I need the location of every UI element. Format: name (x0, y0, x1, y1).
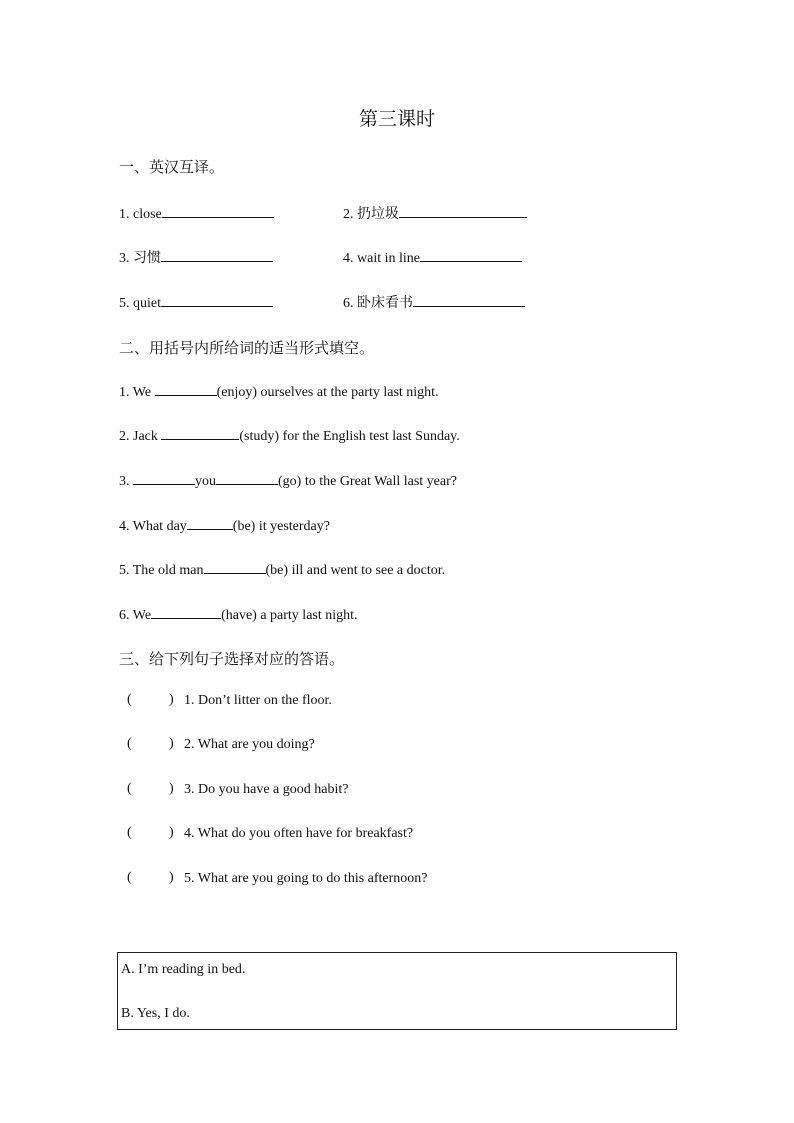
translation-item-4 (343, 247, 522, 267)
translation-item-2 (343, 203, 527, 223)
fill-item-4 (119, 515, 330, 535)
answer-paren-open: ( (127, 825, 132, 840)
item-text-before: 2. Jack (119, 429, 162, 444)
answer-paren-close: ) (169, 825, 174, 840)
item-number: 2. (343, 207, 354, 222)
item-text-after: ill and went to see a doctor. (288, 563, 446, 578)
item-text-after: it yesterday? (255, 519, 330, 534)
item-number: 4. (343, 251, 354, 266)
answer-paren-close: ) (169, 870, 174, 885)
match-item-1: 1. Don’t litter on the floor. (184, 693, 332, 708)
item-text: close (133, 207, 162, 222)
answer-blank[interactable] (161, 425, 239, 440)
answer-blank[interactable] (204, 559, 266, 574)
item-text: 习惯 (133, 250, 161, 266)
match-item-4: 4. What do you often have for breakfast? (184, 826, 414, 841)
word-hint: (go) (278, 474, 302, 489)
item-text-before: 1. We (119, 385, 155, 400)
word-hint: (be) (232, 519, 256, 534)
answer-option-a: A. I’m reading in bed. (121, 962, 246, 977)
item-text: 扔垃圾 (357, 206, 399, 222)
answer-option-b: B. Yes, I do. (121, 1006, 190, 1021)
item-text-before: 3. (119, 474, 133, 489)
item-text-before: 5. The old man (119, 563, 204, 578)
item-number: 5. (119, 296, 130, 311)
answer-blank[interactable] (133, 470, 195, 485)
translation-item-3 (119, 247, 273, 267)
item-number: 1. (119, 207, 130, 222)
item-number: 3. (119, 251, 130, 266)
item-text: quiet (133, 296, 161, 311)
answer-paren-open: ( (127, 736, 132, 751)
answer-blank[interactable] (399, 203, 527, 218)
page-title: 第三课时 (358, 108, 435, 130)
answer-blank[interactable] (151, 604, 221, 619)
translation-item-1 (119, 203, 274, 223)
word-hint: (study) (239, 429, 280, 444)
answer-paren-open: ( (127, 781, 132, 796)
item-number: 6. (343, 296, 354, 311)
answer-blank[interactable] (161, 247, 273, 262)
section1-heading: 一、英汉互译。 (119, 158, 225, 176)
match-item-3: 3. Do you have a good habit? (184, 782, 349, 797)
item-text-middle: you (195, 474, 216, 489)
fill-item-2 (119, 425, 460, 445)
answer-paren-close: ) (169, 736, 174, 751)
fill-item-5 (119, 559, 445, 579)
item-text-before: 4. What day (119, 519, 187, 534)
answer-blank[interactable] (420, 247, 522, 262)
answer-blank[interactable] (161, 292, 273, 307)
answer-blank[interactable] (187, 515, 233, 530)
fill-item-6 (119, 604, 358, 624)
item-text-after: ourselves at the party last night. (257, 385, 439, 400)
translation-item-6 (343, 292, 525, 312)
fill-item-3 (119, 470, 457, 490)
item-text-after: to the Great Wall last year? (301, 474, 457, 489)
item-text-after: a party last night. (256, 608, 358, 623)
word-hint: (be) (265, 563, 289, 578)
answer-blank[interactable] (413, 292, 525, 307)
answer-paren-open: ( (127, 870, 132, 885)
answer-paren-close: ) (169, 692, 174, 707)
match-item-5: 5. What are you going to do this afternoon? (184, 871, 428, 886)
match-item-2: 2. What are you doing? (184, 737, 315, 752)
section2-heading: 二、用括号内所给词的适当形式填空。 (119, 339, 375, 357)
item-text-after: for the English test last Sunday. (279, 429, 460, 444)
item-text: wait in line (357, 251, 420, 266)
section3-heading: 三、给下列句子选择对应的答语。 (119, 650, 345, 668)
answer-blank[interactable] (162, 203, 274, 218)
answer-paren-open: ( (127, 692, 132, 707)
answer-paren-close: ) (169, 781, 174, 796)
answer-options-box (117, 952, 677, 1030)
translation-item-5 (119, 292, 273, 312)
answer-blank[interactable] (155, 381, 217, 396)
answer-blank[interactable] (216, 470, 278, 485)
word-hint: (have) (221, 608, 257, 623)
word-hint: (enjoy) (216, 385, 257, 400)
item-text-before: 6. We (119, 608, 152, 623)
item-text: 卧床看书 (357, 295, 413, 311)
fill-item-1 (119, 381, 439, 401)
